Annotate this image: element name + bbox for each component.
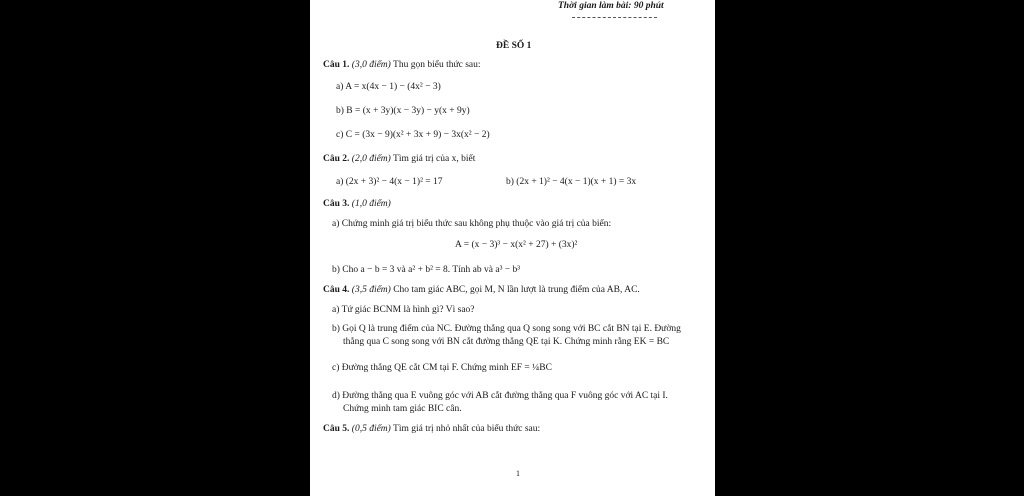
question-5 [323, 423, 540, 435]
question-3-points: (1,0 điểm) [351, 199, 391, 209]
time-limit: Thời gian làm bài: 90 phút [558, 1, 664, 11]
question-3b: b) Cho a − b = 3 và a² + b² = 8. Tính ab và a³ − b³ [332, 265, 521, 275]
question-4b-line1: b) Gọi Q là trung điểm của NC. Đường thẳng qua Q song song với BC cắt BN tại E. Đường [332, 324, 681, 334]
question-3a: a) Chứng minh giá trị biểu thức sau không phụ thuộc vào giá trị của biến: [332, 219, 612, 229]
question-4 [323, 284, 640, 296]
question-4d-line2: Chứng minh tam giác BIC cân. [343, 404, 462, 414]
question-1 [323, 59, 481, 71]
question-3 [323, 198, 391, 210]
question-1-label: Câu 1. [323, 60, 350, 70]
question-4-label: Câu 4. [323, 285, 350, 295]
question-4-points: (3,5 điểm) [351, 285, 391, 295]
question-5-label: Câu 5. [323, 424, 350, 434]
question-3-formula: A = (x − 3)³ − x(x² + 27) + (3x)² [455, 240, 578, 250]
page-number: 1 [516, 469, 520, 478]
question-4-text: Cho tam giác ABC, gọi M, N lần lượt là trung điểm của AB, AC. [393, 285, 640, 295]
question-1-points: (3,0 điểm) [351, 60, 391, 70]
question-1a: a) A = x(4x − 1) − (4x² − 3) [336, 82, 441, 92]
question-2-text: Tìm giá trị của x, biết [393, 154, 476, 164]
question-1b: b) B = (x + 3y)(x − 3y) − y(x + 9y) [336, 106, 470, 116]
question-1-text: Thu gọn biểu thức sau: [393, 60, 481, 70]
question-2b: b) (2x + 1)² − 4(x − 1)(x + 1) = 3x [506, 177, 637, 187]
header-divider [572, 17, 657, 18]
question-2-points: (2,0 điểm) [351, 154, 391, 164]
question-3-label: Câu 3. [323, 199, 350, 209]
question-2-label: Câu 2. [323, 154, 350, 164]
document-page [310, 0, 715, 496]
question-5-text: Tìm giá trị nhỏ nhất của biểu thức sau: [393, 424, 541, 434]
question-2a: a) (2x + 3)² − 4(x − 1)² = 17 [336, 177, 443, 187]
question-4b-line2: thẳng qua C song song với BN cắt đường thẳng QE tại K. Chứng minh rằng EK = BC [343, 337, 670, 347]
question-4c: c) Đường thẳng QE cắt CM tại F. Chứng minh EF = ¼BC [332, 363, 552, 373]
question-4d-line1: d) Đường thẳng qua E vuông góc với AB cắt đường thẳng qua F vuông góc với AC tại I. [332, 391, 668, 401]
exam-title: ĐỀ SỐ 1 [496, 41, 532, 51]
question-5-points: (0,5 điểm) [351, 424, 391, 434]
question-2 [323, 153, 475, 165]
question-1c: c) C = (3x − 9)(x² + 3x + 9) − 3x(x² − 2) [336, 130, 490, 140]
question-4a: a) Tứ giác BCNM là hình gì? Vì sao? [332, 305, 475, 315]
